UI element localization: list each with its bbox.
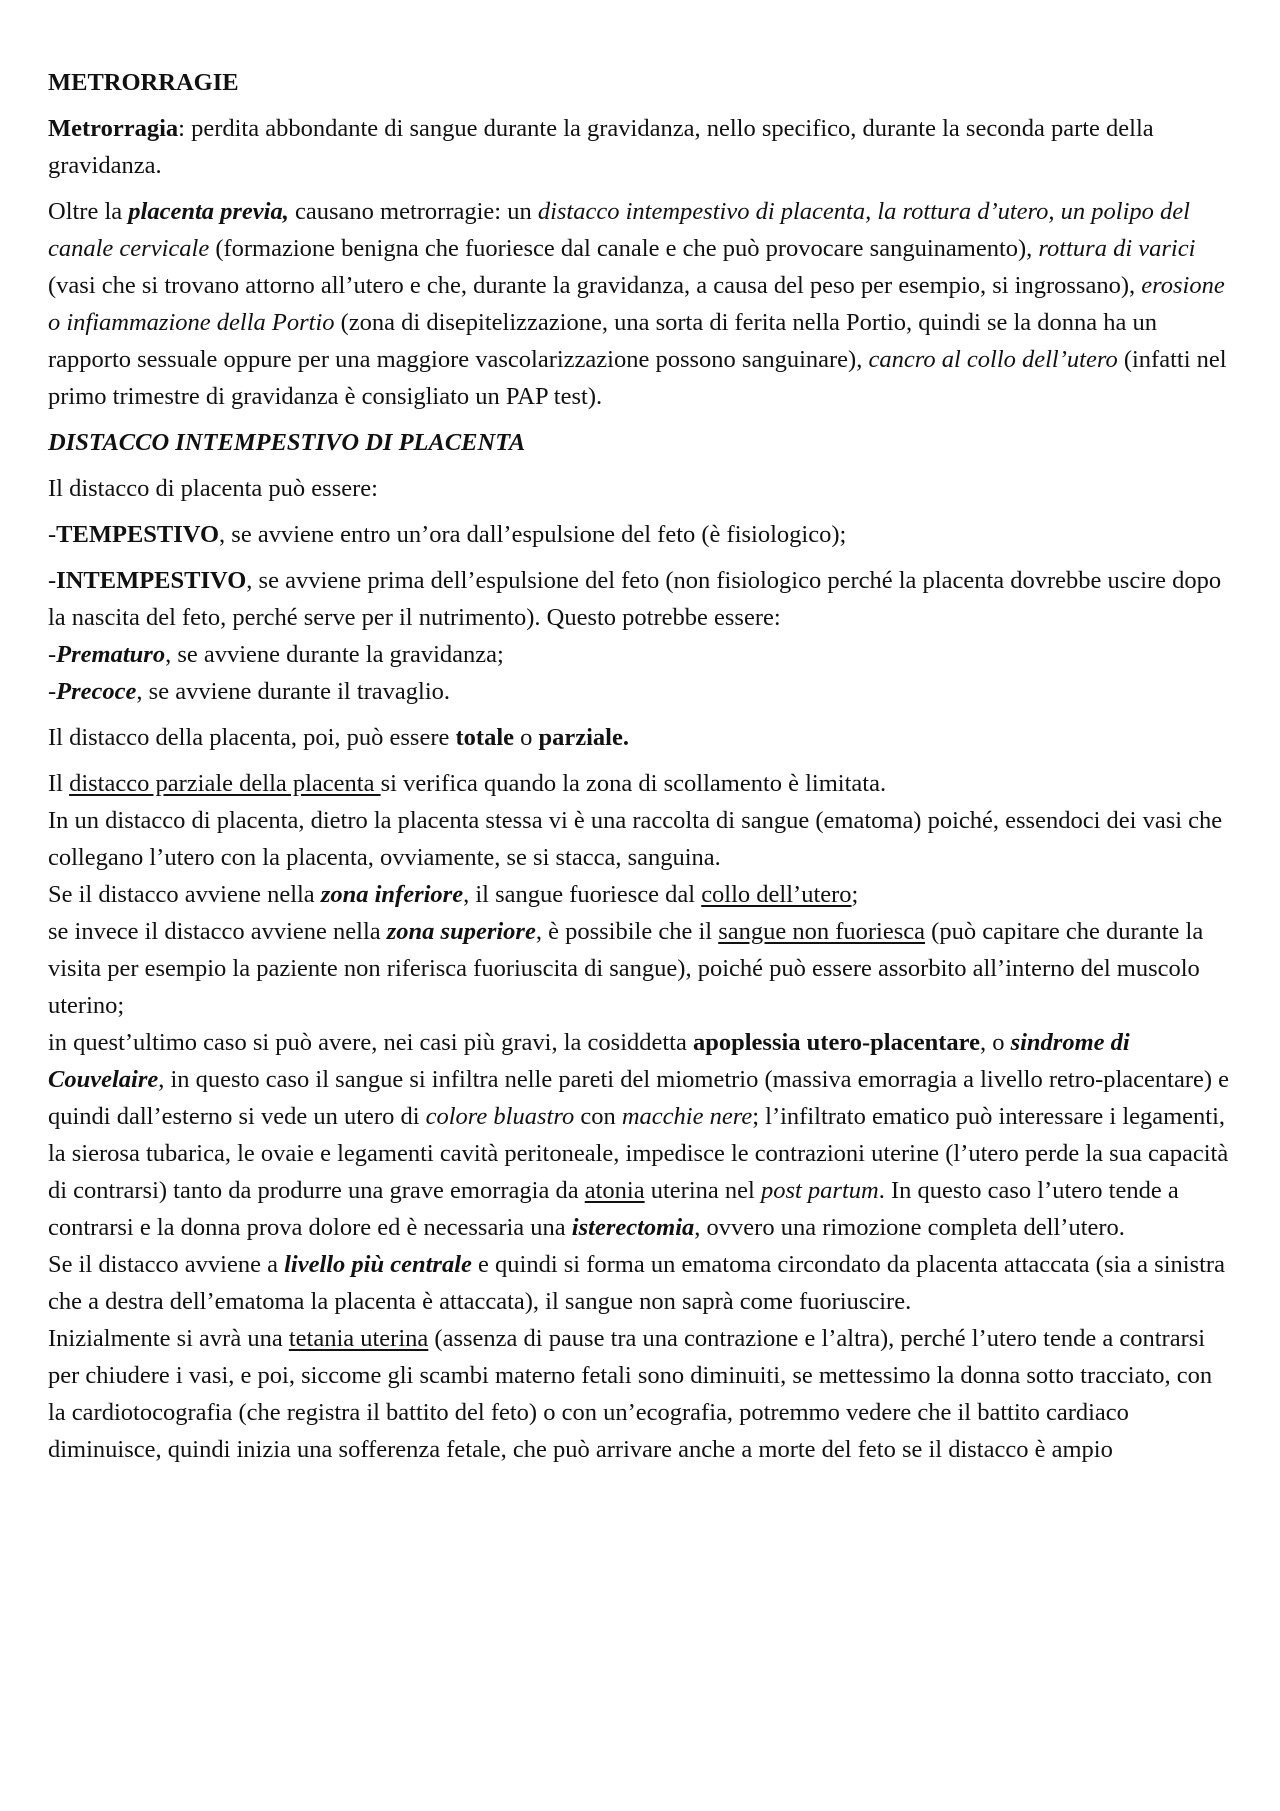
- term-tetania-uterina: tetania uterina: [288, 1325, 429, 1352]
- term-prematuro: Prematuro: [56, 641, 166, 668]
- term-sangue-non-fuoriesca: sangue non fuoriesca: [718, 918, 926, 945]
- term-cancro-collo-utero: cancro al collo dell’utero: [868, 346, 1118, 373]
- causes-paragraph: [48, 193, 1234, 415]
- term-zona-superiore: zona superiore: [386, 918, 536, 945]
- text-run: Oltre la: [48, 198, 129, 225]
- term-atonia: atonia: [584, 1177, 645, 1204]
- text-run: , se avviene prima dell’espulsione del feto (non fisiologico perché la placenta dovrebbe uscire dopo la nascita del feto, perché serve per il nutrimento). Questo potrebbe essere:: [48, 567, 1222, 631]
- text-run: se invece il distacco avviene nella: [48, 918, 387, 945]
- term-intempestivo: INTEMPESTIVO: [56, 567, 247, 594]
- parziale-line-5: [48, 1024, 1234, 1246]
- text-run: , se avviene entro un’ora dall’espulsione del feto (è fisiologico);: [219, 521, 847, 548]
- text-run: (formazione benigna che fuoriesce dal canale e che può provocare sanguinamento),: [209, 235, 1039, 262]
- text-run: (assenza di pause tra una contrazione e l’altra), perché l’utero tende a contrarsi per chiudere i vasi, e poi, siccome gli scambi materno fetali sono diminuiti, se mettessimo la donna sotto tracciato, con la cardiotocografia (che registra il battito del feto) o con un’ecografia, potremmo vedere che il battito cardiaco diminuisce, quindi inizia una sofferenza fetale, che può arrivare anche a morte del feto se il distacco è ampio: [48, 1325, 1213, 1463]
- text-run: o: [514, 724, 539, 751]
- text-run: uterina nel: [644, 1177, 761, 1204]
- text-run: Se il distacco avviene nella: [48, 881, 321, 908]
- intempestivo-item: [48, 562, 1234, 710]
- text-run: (infatti nel primo trimestre di gravidanza è consigliato un PAP test).: [48, 346, 1227, 410]
- term-metrorragia: Metrorragia: [48, 115, 179, 142]
- text-run: con: [574, 1103, 622, 1130]
- term-precoce: Precoce: [56, 678, 137, 705]
- text-run: , o: [979, 1029, 1011, 1056]
- precoce-line: [48, 673, 1234, 710]
- text-run: Inizialmente si avrà una: [48, 1325, 289, 1352]
- parziale-line-4: [48, 913, 1234, 1024]
- text-run: (vasi che si trovano attorno all’utero e che, durante la gravidanza, a causa del peso per esempio, si ingrossano),: [48, 272, 1142, 299]
- tempestivo-item: [48, 516, 1234, 553]
- term-couvelaire: sindrome di Couvelaire: [48, 1029, 1130, 1093]
- term-distacco-parziale: distacco parziale della placenta: [69, 770, 381, 797]
- section-title: DISTACCO INTEMPESTIVO DI PLACENTA: [48, 429, 526, 456]
- text-run: Se il distacco avviene a: [48, 1251, 285, 1278]
- term-tempestivo: TEMPESTIVO: [56, 521, 220, 548]
- term-rottura-varici: rottura di varici: [1038, 235, 1196, 262]
- term-placenta-previa: placenta previa,: [128, 198, 289, 225]
- text-run: , il sangue fuoriesce dal: [463, 881, 702, 908]
- text-run: (zona di disepitelizzazione, una sorta di ferita nella Portio, quindi se la donna ha un rapporto sessuale oppure per una maggiore vascolarizzazione possono sanguinare),: [48, 309, 1158, 373]
- totale-parziale-paragraph: [48, 719, 1234, 756]
- parziale-line-6: [48, 1246, 1234, 1320]
- dash: -: [48, 521, 57, 548]
- text-run: , se avviene durante il travaglio.: [136, 678, 451, 705]
- dash: -: [48, 641, 57, 668]
- term-isterectomia: isterectomia: [571, 1214, 695, 1241]
- text-run: , ovvero una rimozione completa dell’utero.: [694, 1214, 1125, 1241]
- term-post-partum: post partum: [760, 1177, 879, 1204]
- term-apoplessia: apoplessia utero-placentare: [693, 1029, 980, 1056]
- term-parziale: parziale.: [538, 724, 629, 751]
- text-run: , in questo caso il sangue si infiltra nelle pareti del miometrio (massiva emorragia a livello retro-placentare) e quindi dall’esterno si vede un utero di: [48, 1066, 1230, 1130]
- text-run: e quindi si forma un ematoma circondato da placenta attaccata (sia a sinistra che a destra dell’ematoma la placenta è attaccata), il sangue non saprà come fuoriuscire.: [48, 1251, 1225, 1315]
- term-colore-bluastro: colore bluastro: [425, 1103, 575, 1130]
- term-totale: totale: [455, 724, 514, 751]
- parziale-line-2: In un distacco di placenta, dietro la placenta stessa vi è una raccolta di sangue (ematoma) poiché, essendoci dei vasi che collegano l’utero con la placenta, ovviamente, se si stacca, sanguina.: [48, 807, 1223, 871]
- text-run: in quest’ultimo caso si può avere, nei casi più gravi, la cosiddetta: [48, 1029, 693, 1056]
- term-livello-centrale: livello più centrale: [284, 1251, 472, 1278]
- text-run: , è possibile che il: [535, 918, 719, 945]
- parziale-line-1: [48, 765, 1234, 802]
- intempestivo-line: [48, 562, 1234, 636]
- text-run: Il: [48, 770, 70, 797]
- term-collo-utero: collo dell’utero: [701, 881, 852, 908]
- definition-text: : perdita abbondante di sangue durante la gravidanza, nello specifico, durante la seconda parte della gravidanza.: [48, 115, 1154, 179]
- text-run: . In questo caso l’utero tende a contrarsi e la donna prova dolore ed è necessaria una: [48, 1177, 1179, 1241]
- term-zona-inferiore: zona inferiore: [320, 881, 464, 908]
- dash: -: [48, 567, 57, 594]
- text-run: ;: [851, 881, 859, 908]
- text-run: , se avviene durante la gravidanza;: [165, 641, 504, 668]
- prematuro-line: [48, 636, 1234, 673]
- text-run: causano metrorragie: un: [288, 198, 538, 225]
- term-macchie-nere: macchie nere: [621, 1103, 753, 1130]
- parziale-line-3: [48, 876, 1234, 913]
- term-erosione-portio: erosione o infiammazione della Portio: [48, 272, 1225, 336]
- text-run: si verifica quando la zona di scollamento è limitata.: [380, 770, 887, 797]
- metrorragia-definition: [48, 110, 1234, 184]
- term-distacco-intempestivo: distacco intempestivo di placenta, la rottura d’utero, un polipo del canale cervicale: [48, 198, 1190, 262]
- text-run: Il distacco della placenta, poi, può essere: [48, 724, 456, 751]
- text-run: (può capitare che durante la visita per esempio la paziente non riferisca fuoriuscita di sangue), poiché può essere assorbito all’interno del muscolo uterino;: [48, 918, 1204, 1019]
- text-run: ; l’infiltrato ematico può interessare i legamenti, la sierosa tubarica, le ovaie e legamenti cavità peritoneale, impedisce le contrazioni uterine (l’utero perde la sua capacità di contrarsi) tanto da produrre una grave emorragia da: [48, 1103, 1229, 1204]
- distacco-parziale-section: [48, 765, 1234, 1468]
- dash: -: [48, 678, 57, 705]
- document-title: METRORRAGIE: [48, 69, 239, 96]
- distacco-intro: Il distacco di placenta può essere:: [48, 475, 378, 502]
- parziale-line-7: [48, 1320, 1234, 1468]
